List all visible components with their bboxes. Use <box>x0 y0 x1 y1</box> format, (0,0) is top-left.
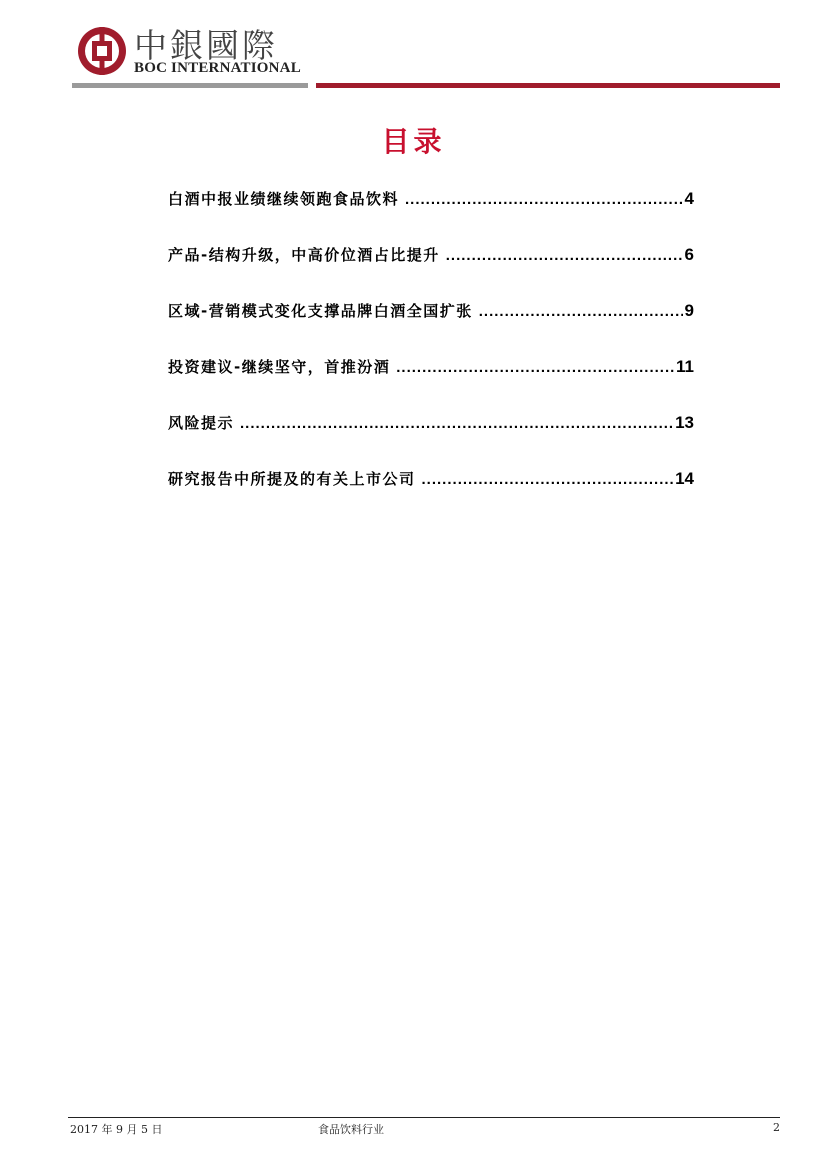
toc-item[interactable] <box>168 300 694 356</box>
toc-item-label: 研究报告中所提及的有关上市公司 <box>168 470 416 488</box>
toc-item-label: 产品-结构升级，中高价位酒占比提升 <box>168 246 440 264</box>
page-header <box>0 0 827 100</box>
toc-item-page: 4 <box>684 189 694 208</box>
toc-item-page: 11 <box>676 357 694 376</box>
header-rule-red <box>316 83 780 88</box>
toc-item-page: 13 <box>675 413 694 432</box>
toc-item-label: 风险提示 <box>168 414 235 432</box>
footer-rule <box>68 1117 780 1118</box>
toc-item-page: 14 <box>675 469 694 488</box>
table-of-contents <box>168 188 694 524</box>
footer-industry: 食品饮料行业 <box>318 1123 384 1136</box>
toc-item[interactable] <box>168 244 694 300</box>
toc-item-page: 6 <box>684 245 694 264</box>
toc-item[interactable] <box>168 188 694 244</box>
toc-item-label: 白酒中报业绩继续领跑食品饮料 <box>168 190 400 208</box>
header-rule-gray <box>72 83 308 88</box>
toc-leader-dots <box>422 471 674 488</box>
toc-item-page: 9 <box>684 301 694 320</box>
toc-title: 目录 <box>381 125 446 158</box>
toc-item-label: 区域-营销模式变化支撑品牌白酒全国扩张 <box>168 302 473 320</box>
toc-leader-dots <box>396 359 674 376</box>
toc-leader-dots <box>446 247 683 264</box>
footer-page-number: 2 <box>773 1121 780 1134</box>
page-footer <box>70 1121 780 1141</box>
toc-leader-dots <box>405 191 683 208</box>
toc-leader-dots <box>479 303 683 320</box>
logo-english-name: BOC INTERNATIONAL <box>134 60 301 76</box>
toc-item-label: 投资建议-继续坚守，首推汾酒 <box>168 358 391 376</box>
boc-logo-icon <box>76 25 128 77</box>
logo-chinese-name: 中銀國際 <box>134 26 278 65</box>
toc-item[interactable] <box>168 412 694 468</box>
toc-item[interactable] <box>168 356 694 412</box>
footer-date: 2017 年 9 月 5 日 <box>70 1123 163 1136</box>
toc-item[interactable] <box>168 468 694 524</box>
toc-leader-dots <box>240 415 673 432</box>
